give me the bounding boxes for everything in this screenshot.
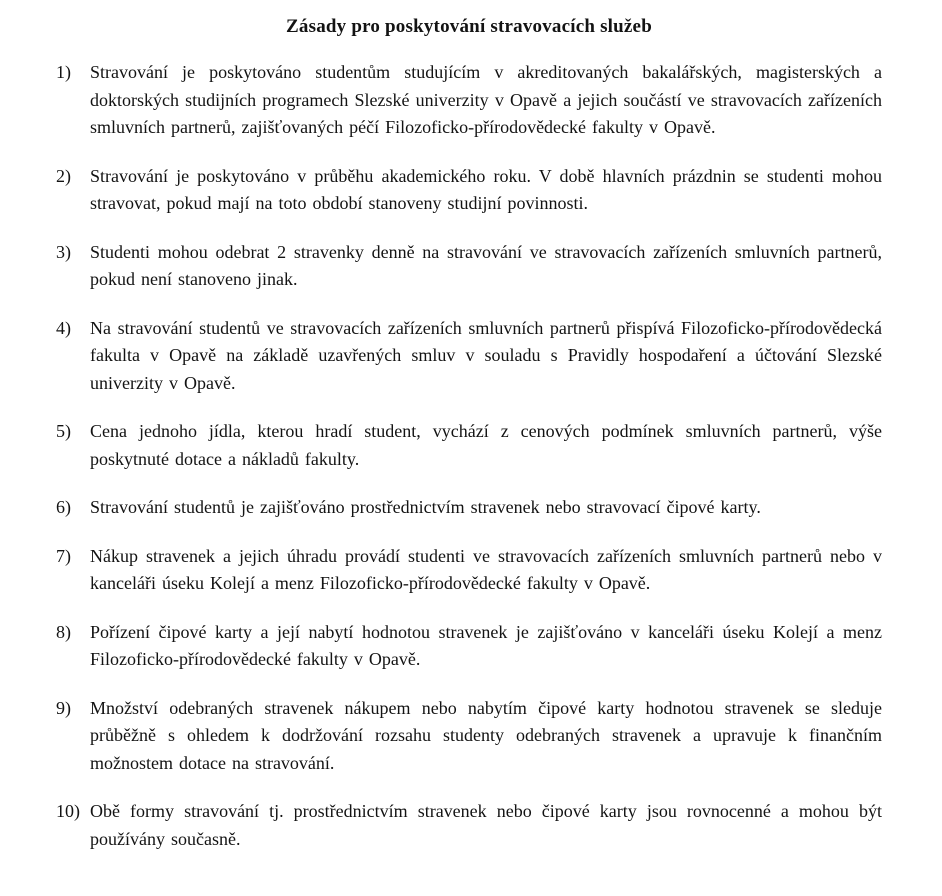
item-text: Stravování je poskytováno v průběhu akademického roku. V době hlavních prázdnin se studenti mohou stravovat, pokud mají na toto období stanoveny studijní povinnosti. bbox=[90, 165, 882, 213]
item-text: Studenti mohou odebrat 2 stravenky denně na stravování ve stravovacích zařízeních smluvních partnerů, pokud není stanoveno jinak. bbox=[90, 241, 882, 289]
list-item bbox=[56, 418, 882, 473]
item-text: Cena jednoho jídla, kterou hradí student, vychází z cenových podmínek smluvních partnerů, výše poskytnuté dotace a nákladů fakulty. bbox=[90, 421, 882, 469]
item-number: 5) bbox=[56, 421, 71, 441]
item-number: 1) bbox=[56, 62, 71, 82]
item-text: Stravování studentů je zajišťováno prostřednictvím stravenek nebo stravovací čipové karty. bbox=[90, 497, 761, 517]
item-number: 4) bbox=[56, 317, 71, 338]
item-text: Množství odebraných stravenek nákupem nebo nabytím čipové karty hodnotou stravenek se sleduje průběžně s ohledem k dodržování rozsahu studenty odebraných stravenek a upravuje k finančním možnostem dotace na stravování. bbox=[90, 697, 882, 773]
item-number: 3) bbox=[56, 241, 71, 262]
item-number: 2) bbox=[56, 165, 71, 186]
item-number: 7) bbox=[56, 545, 71, 566]
item-text: Pořízení čipové karty a její nabytí hodnotou stravenek je zajišťováno v kanceláři úseku Kolejí a menz Filozoficko-přírodovědecké fakulty v Opavě. bbox=[90, 621, 882, 669]
item-text: Stravování je poskytováno studentům studujícím v akreditovaných bakalářských, magisterských a doktorských studijních programech Slezské univerzity v Opavě a jejich součástí ve stravovacích zařízeních smluvních partnerů, zajišťovaných péčí Filozoficko-přírodovědecké fakulty v Opavě. bbox=[90, 62, 882, 137]
item-number: 6) bbox=[56, 497, 71, 517]
page-title: Zásady pro poskytování stravovacích služeb bbox=[286, 16, 652, 37]
item-text: Na stravování studentů ve stravovacích zařízeních smluvních partnerů přispívá Filozoficko-přírodovědecká fakulta v Opavě na základě uzavřených smluv v souladu s Pravidly hospodaření a účtování Slezské univerzity v Opavě. bbox=[90, 317, 882, 393]
list-item bbox=[56, 798, 882, 853]
rules-list bbox=[56, 59, 882, 853]
list-item bbox=[56, 543, 882, 598]
list-item bbox=[56, 315, 882, 398]
item-number: 8) bbox=[56, 621, 71, 642]
item-number: 9) bbox=[56, 697, 71, 718]
list-item bbox=[56, 619, 882, 674]
list-item bbox=[56, 695, 882, 778]
list-item bbox=[56, 494, 882, 522]
list-item bbox=[56, 163, 882, 218]
list-item bbox=[56, 239, 882, 294]
item-text: Nákup stravenek a jejich úhradu provádí studenti ve stravovacích zařízeních smluvních partnerů nebo v kanceláři úseku Kolejí a menz Filozoficko-přírodovědecké fakulty v Opavě. bbox=[90, 545, 882, 593]
item-number: 10) bbox=[56, 801, 80, 821]
item-text: Obě formy stravování tj. prostřednictvím stravenek nebo čipové karty jsou rovnocenné a mohou být používány současně. bbox=[90, 801, 882, 849]
list-item bbox=[56, 59, 882, 142]
